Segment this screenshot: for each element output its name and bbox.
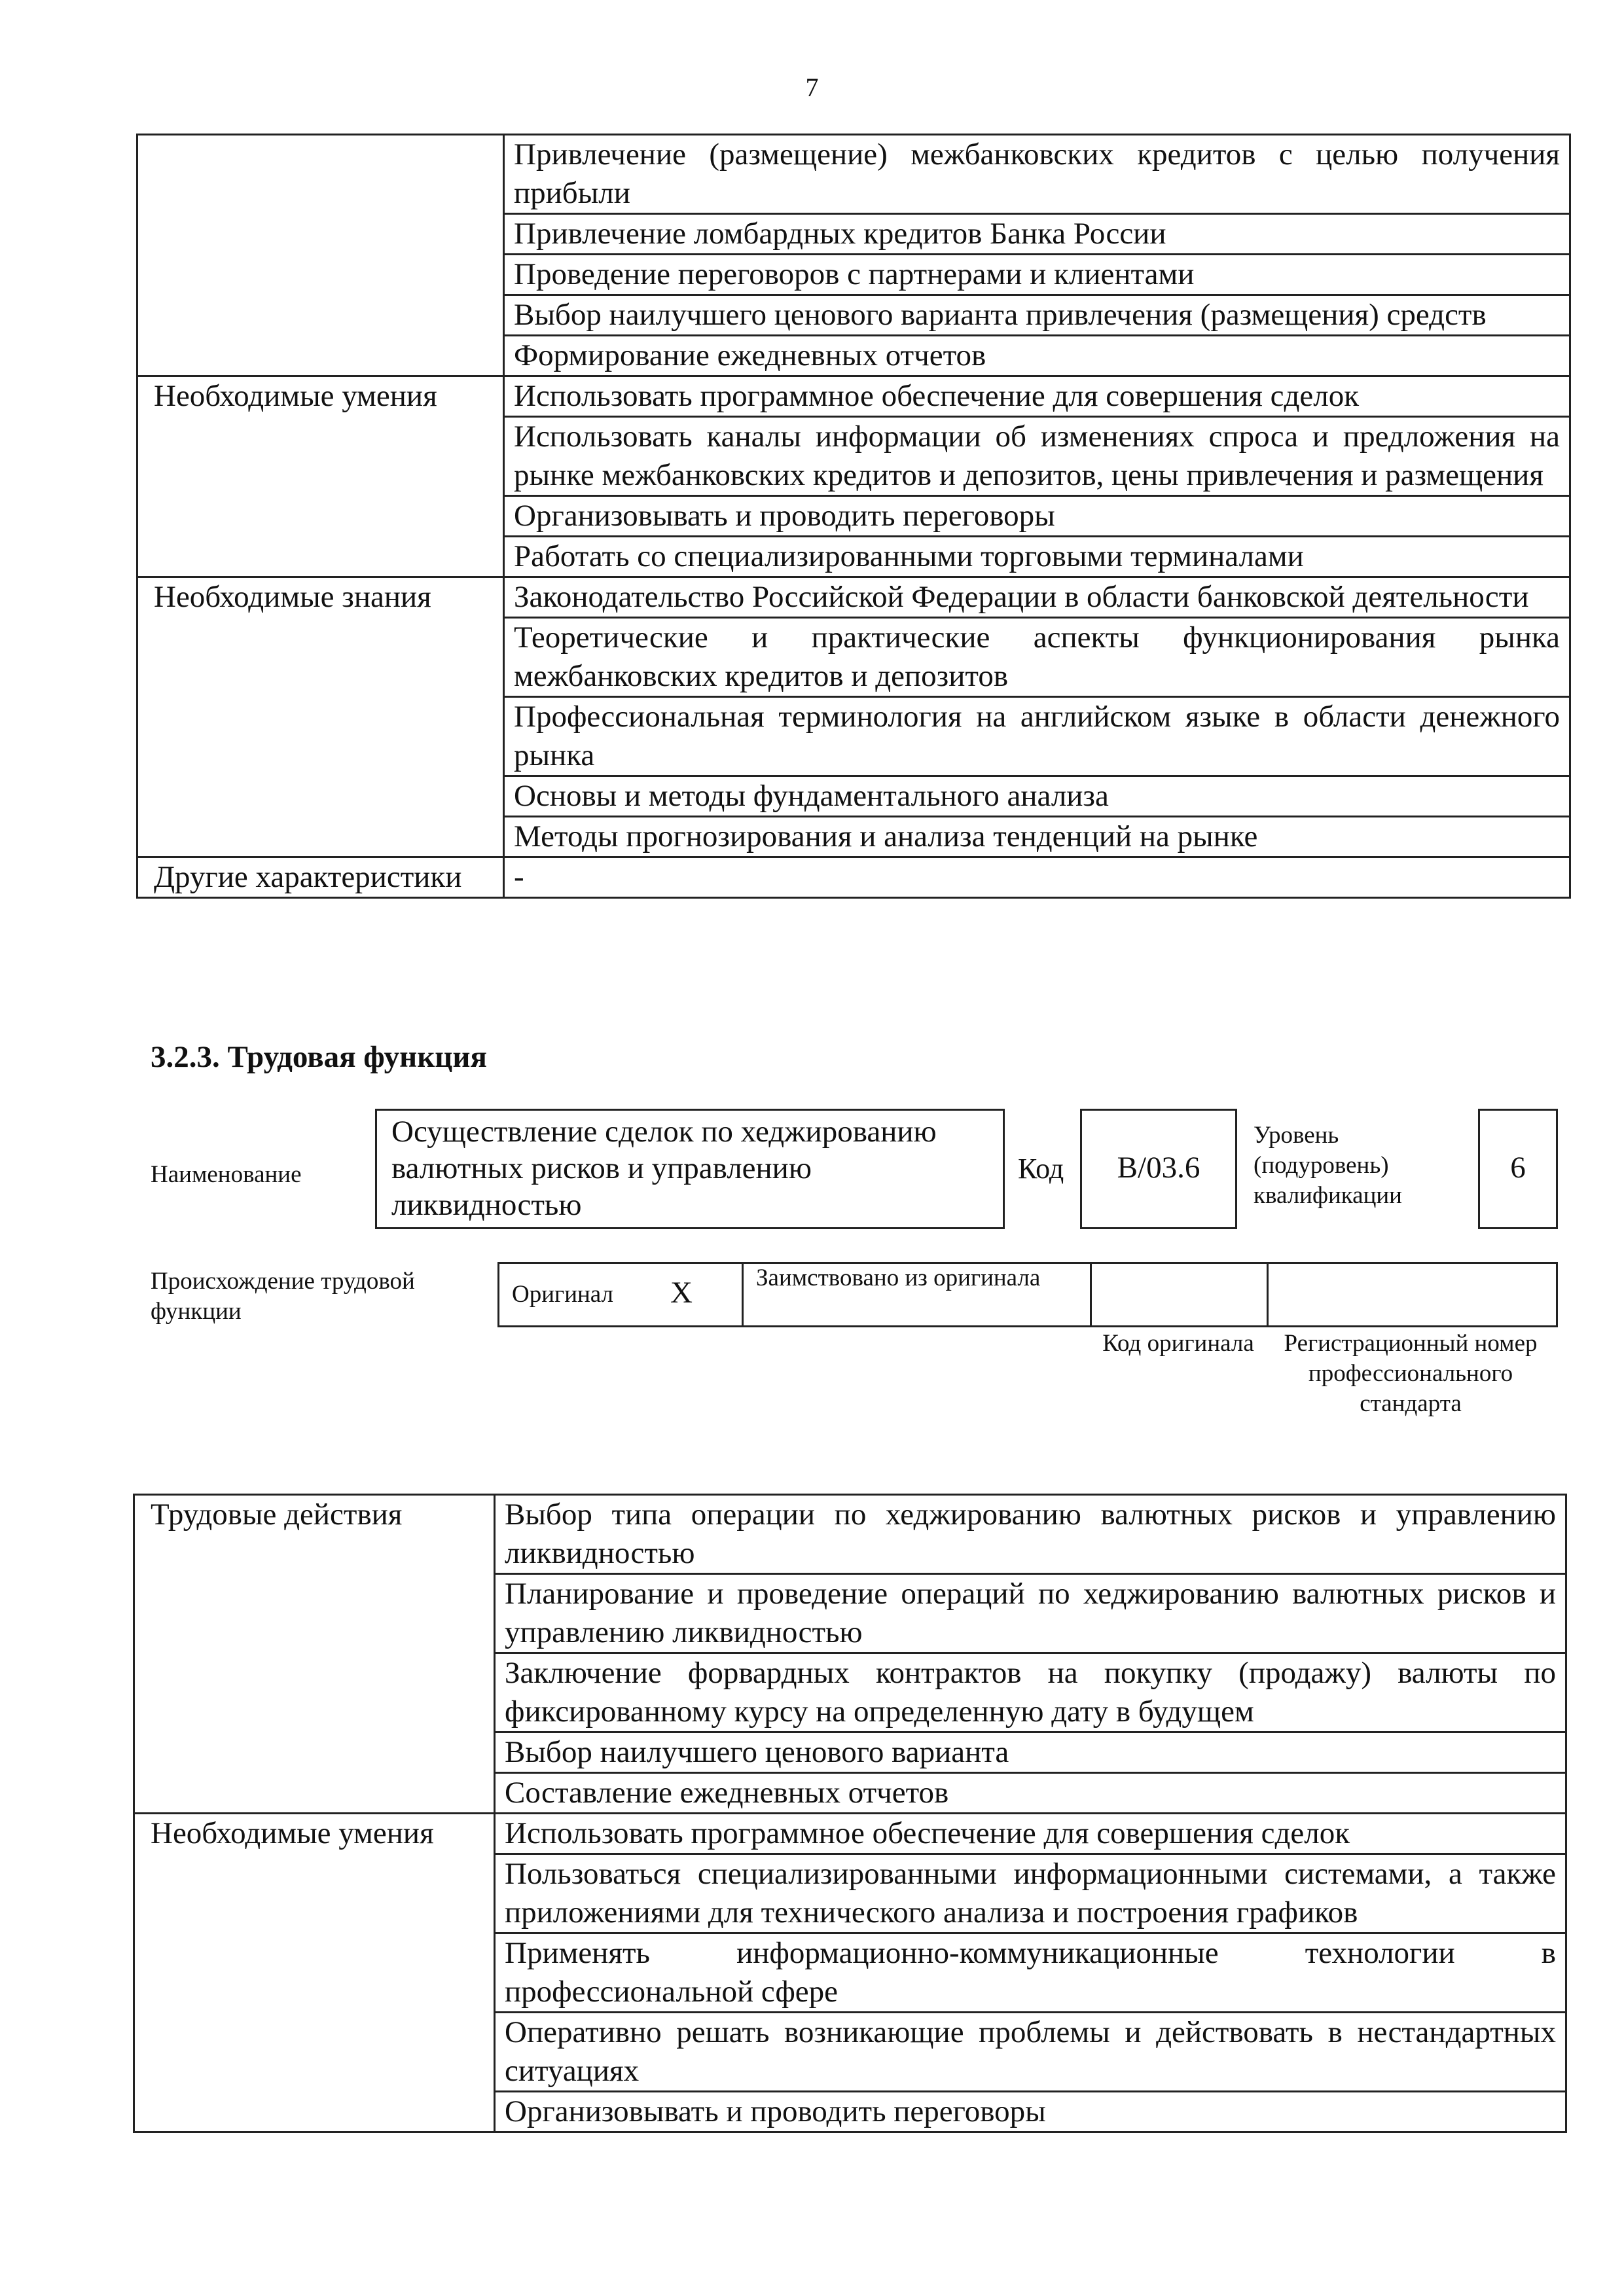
origin-divider-3 bbox=[1267, 1262, 1269, 1327]
row-item-text: Привлечение (размещение) межбанковских кредитов с целью получения прибыли bbox=[504, 135, 1570, 214]
row-item-text: - bbox=[504, 857, 1570, 898]
table-row bbox=[134, 1814, 1566, 1854]
table-row bbox=[137, 857, 1570, 898]
row-item-text: Методы прогнозирования и анализа тенденций на рынке bbox=[504, 817, 1570, 857]
row-item-text: Выбор наилучшего ценового варианта bbox=[495, 1732, 1566, 1773]
competency-table-continued bbox=[136, 134, 1571, 899]
name-label: Наименование bbox=[151, 1161, 302, 1188]
table-row bbox=[134, 1495, 1566, 1574]
level-label: Уровень (подуровень) квалификации bbox=[1254, 1122, 1402, 1209]
row-item-text: Применять информационно-коммуникационные технологии в профессиональной сфере bbox=[495, 1933, 1566, 2013]
row-item-text: Теоретические и практические аспекты функционирования рынка межбанковских кредитов и депозитов bbox=[504, 618, 1570, 697]
row-item-text: Формирование ежедневных отчетов bbox=[504, 336, 1570, 376]
row-item-text: Заключение форвардных контрактов на покупку (продажу) валюты по фиксированному курсу на определенную дату в будущем bbox=[495, 1653, 1566, 1732]
name-box bbox=[375, 1109, 1005, 1229]
reg-number-caption: Регистрационный номер профессионального стандарта bbox=[1284, 1330, 1538, 1417]
code-box bbox=[1080, 1109, 1237, 1229]
row-item-text: Использовать каналы информации об изменениях спроса и предложения на рынке межбанковских кредитов и депозитов, цены привлечения и размещения bbox=[504, 417, 1570, 496]
origin-label: Происхождение трудовой функции bbox=[151, 1268, 415, 1325]
row-group-label: Необходимые умения bbox=[134, 1814, 495, 2132]
qualification-level: 6 bbox=[1510, 1151, 1526, 1185]
original-mark: X bbox=[670, 1276, 693, 1310]
row-group-label: Необходимые умения bbox=[137, 376, 504, 577]
row-group-label bbox=[137, 135, 504, 376]
origin-divider-2 bbox=[1090, 1262, 1092, 1327]
row-item-text: Работать со специализированными торговыми терминалами bbox=[504, 537, 1570, 577]
row-item-text: Организовывать и проводить переговоры bbox=[495, 2092, 1566, 2132]
row-item-text: Выбор наилучшего ценового варианта привлечения (размещения) средств bbox=[504, 295, 1570, 336]
row-item-text: Использовать программное обеспечение для совершения сделок bbox=[495, 1814, 1566, 1854]
row-item-text: Оперативно решать возникающие проблемы и действовать в нестандартных ситуациях bbox=[495, 2013, 1566, 2092]
row-item-text: Проведение переговоров с партнерами и клиентами bbox=[504, 255, 1570, 295]
borrowed-label: Заимствовано из оригинала bbox=[756, 1265, 1041, 1291]
row-item-text: Планирование и проведение операций по хеджированию валютных рисков и управлению ликвидностью bbox=[495, 1574, 1566, 1653]
row-group-label: Другие характеристики bbox=[137, 857, 504, 898]
code-label: Код bbox=[1018, 1153, 1064, 1185]
table-row bbox=[137, 135, 1570, 214]
page-number: 7 bbox=[805, 73, 819, 102]
table-row bbox=[137, 577, 1570, 618]
row-group-label: Необходимые знания bbox=[137, 577, 504, 857]
row-item-text: Основы и методы фундаментального анализа bbox=[504, 776, 1570, 817]
row-item-text: Использовать программное обеспечение для совершения сделок bbox=[504, 376, 1570, 417]
labor-function-table bbox=[133, 1494, 1567, 2133]
row-item-text: Пользоваться специализированными информационными системами, а также приложениями для технического анализа и построения графиков bbox=[495, 1854, 1566, 1933]
row-item-text: Составление ежедневных отчетов bbox=[495, 1773, 1566, 1814]
original-label: Оригинал bbox=[512, 1281, 614, 1308]
table-row bbox=[137, 376, 1570, 417]
origin-code-caption: Код оригинала bbox=[1102, 1330, 1254, 1357]
level-box bbox=[1478, 1109, 1558, 1229]
row-item-text: Выбор типа операции по хеджированию валютных рисков и управлению ликвидностью bbox=[495, 1495, 1566, 1574]
row-item-text: Привлечение ломбардных кредитов Банка России bbox=[504, 214, 1570, 255]
row-item-text: Законодательство Российской Федерации в области банковской деятельности bbox=[504, 577, 1570, 618]
row-item-text: Организовывать и проводить переговоры bbox=[504, 496, 1570, 537]
row-item-text: Профессиональная терминология на английском языке в области денежного рынка bbox=[504, 697, 1570, 776]
function-code: B/03.6 bbox=[1117, 1151, 1200, 1185]
row-group-label: Трудовые действия bbox=[134, 1495, 495, 1814]
function-name: Осуществление сделок по хеджированию валютных рисков и управлению ликвидностью bbox=[391, 1115, 937, 1222]
origin-divider-1 bbox=[742, 1262, 744, 1327]
section-heading: 3.2.3. Трудовая функция bbox=[151, 1040, 487, 1074]
